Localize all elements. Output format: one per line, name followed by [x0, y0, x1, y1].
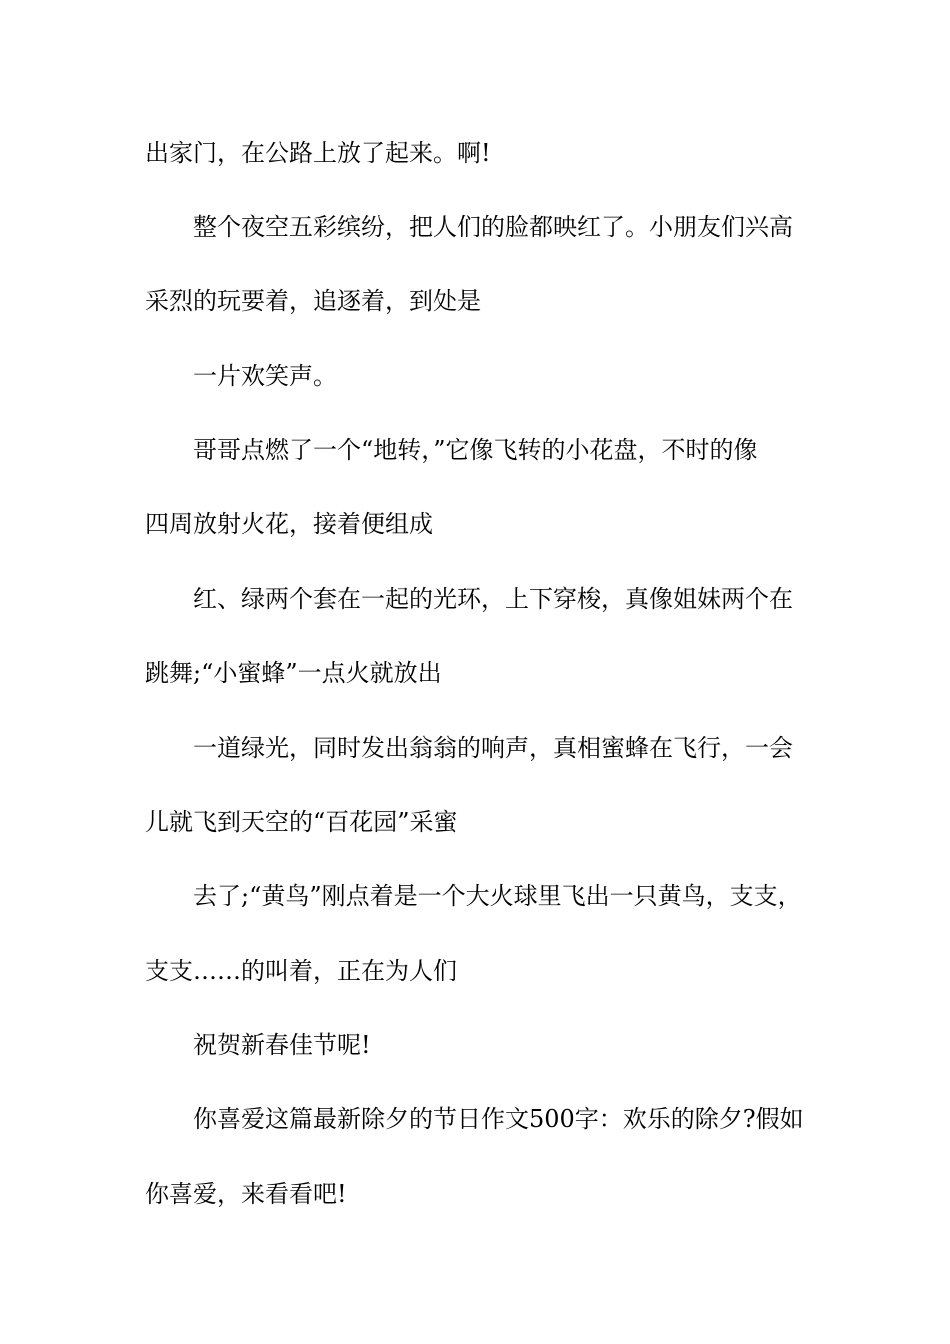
text-line: 一道绿光，同时发出翁翁的响声，真相蜜蜂在飞行，一会: [193, 734, 793, 762]
text-line: 支支……的叫着，正在为人们: [145, 957, 457, 985]
text-line: 你喜爱，来看看吧!: [145, 1180, 347, 1208]
text-line: 红、绿两个套在一起的光环，上下穿梭，真像姐妹两个在: [193, 585, 793, 613]
text-line: 你喜爱这篇最新除夕的节日作文500字：欢乐的除夕?假如: [193, 1105, 804, 1133]
text-line: 四周放射火花，接着便组成: [145, 510, 433, 538]
text-line: 整个夜空五彩缤纷，把人们的脸都映红了。小朋友们兴高: [193, 213, 793, 241]
text-line: 一片欢笑声。: [193, 362, 337, 390]
text-line: 儿就飞到天空的“百花园”采蜜: [145, 808, 458, 836]
text-line: 去了;“黄鸟”刚点着是一个大火球里飞出一只黄鸟，支支，: [193, 882, 802, 910]
text-line: 采烈的玩要着，追逐着，到处是: [145, 287, 481, 315]
text-line: 出家门，在公路上放了起来。啊!: [145, 139, 491, 167]
text-line: 祝贺新春佳节呢!: [193, 1031, 371, 1059]
text-line: 哥哥点燃了一个“地转，”它像飞转的小花盘，不时的像: [193, 436, 758, 464]
text-line: 跳舞;“小蜜蜂”一点火就放出: [145, 659, 442, 687]
